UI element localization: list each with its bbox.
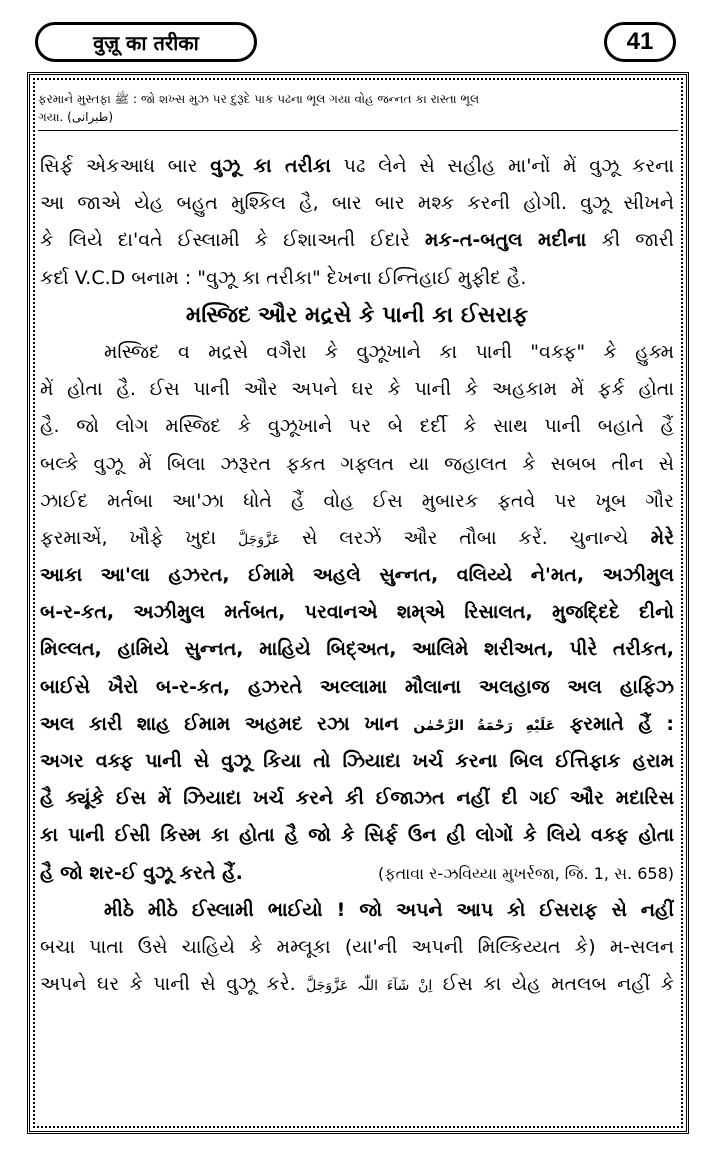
running-header-title: वुज़ू का तरीका	[35, 22, 257, 62]
hadith-notice	[38, 90, 678, 131]
citation: (ફતાવા ર-ઝવિય્યા મુખર્રજા, જિ. 1, સ. 658)	[377, 863, 674, 883]
text-line: કા પાની ઈસી કિસ્મ કા હોતા હૈ જો કે સિર્ફ ઉન હી લોગોં કે લિયે વક્ફ હોતા	[40, 824, 674, 847]
text-line: અગર વક્ફ પાની સે વુઝૂ કિયા તો ઝિયાદા ખર્ચ કરના બિલ ઈત્તિફાક હરામ	[40, 750, 674, 772]
text-line: હૈ જો શર-ઈ વુઝૂ કરતે હૈં. (ફતાવા ર-ઝવિય્યા મુખર્રજા, જિ. 1, સ. 658)	[40, 855, 674, 892]
text-line: અલ કારી શાહ ઈમામ અહમદ રઝા ખાન عَلَيْهِ رَحْمَةُ الرَّحْمٰن ફરમાતે હૈં :	[40, 712, 674, 735]
text-line: સિર્ફ એકઆધ બાર વુઝૂ કા તરીકા પઢ લેને સે સહીહ મા'નોં મેં વુઝૂ કરના	[40, 155, 674, 177]
text-line: ફરમાએં, ખૌફે ખુદા عَزَّوَجَلَّ સે લરઝેં ઔર તૌબા કરેં. ચુનાન્ચે મેરે	[40, 526, 674, 549]
text-line: બલ્કે વુઝૂ મેં બિલા ઝરૂરત ફકત ગફ્લત યા જહાલત કે સબબ તીન સે	[40, 452, 674, 475]
text-line: મેં હોતા હૈ. ઈસ પાની ઔર અપને ઘર કે પાની કે અહકામ મેં ફર્ક હોતા	[40, 378, 674, 401]
page-number: 41	[604, 22, 676, 62]
text-line: મસ્જિદ વ મદ્રસે વગૈરા કે વુઝૂખાને કા પાની "વક્ફ" કે હુક્મ	[104, 340, 674, 363]
text-line: હૈ. જો લોગ મસ્જિદ કે વુઝૂખાને પર બે દર્દી કે સાથ પાની બહાતે હૈં	[40, 415, 674, 438]
text-line: બાઈસે ખૈરો બ-ર-કત, હઝરતે અલ્લામા મૌલાના અલહાજ અલ હાફિઝ	[40, 675, 674, 698]
text-line: મિલ્લત, હામિયે સુન્નત, માહિયે બિદ્અત, આલિમે શરીઅત, પીરે તરીકત,	[40, 638, 674, 661]
section-heading: મસ્જિદ ઔર મદ્રસે કે પાની કા ઈસરાફ	[185, 302, 529, 328]
text-line: બચા પાતા ઉસે ચાહિયે કે મમ્લૂકા (યા'ની અપની મિલ્કિય્યત કે) મ-સલન	[40, 935, 674, 958]
text-line: આ જાએ યેહ બહુત મુશ્કિલ હૈ, બાર બાર મશ્ક કરની હોગી. વુઝૂ સીખને	[40, 192, 674, 215]
notice-line: ફરમાને મુસ્તફા ﷺ : જો શખ્સ મુઝ પર દુરૂદે પાક પઢના ભૂલ ગયા વોહ જન્નત કા રાસ્તા ભૂલ	[38, 92, 480, 106]
text-line: અપને ઘર કે પાની સે વુઝૂ કરે. اِنْ شَآءَ اللّٰہ عَزَّوَجَلَّ ઈસ કા યેહ મતલબ નહીં કે	[40, 973, 674, 996]
text-line: બ-ર-કત, અઝીમુલ મર્તબત, પરવાનએ શમ્એ રિસાલત, મુજદ્દિદે દીનો	[40, 601, 674, 624]
text-line: હૈ ક્યૂંકે ઈસ મેં ઝિયાદા ખર્ચ કરને કી ઈજાઝત નહીં દી ગઈ ઔર મદારિસ	[40, 787, 674, 810]
notice-line: ગયા. (طبرانی)	[38, 110, 113, 124]
body-text	[40, 148, 674, 1003]
text-line: આકા આ'લા હઝરત, ઈમામે અહલે સુન્નત, વલિય્યે ને'મત, અઝીમુલ	[40, 564, 674, 587]
text-line: મીઠે મીઠે ઈસ્લામી ભાઈયો ! જો અપને આપ કો ઈસરાફ સે નહીં	[104, 898, 674, 921]
text-line: ઝાઈદ મર્તબા આ'ઝા ધોતે હૈં વોહ ઈસ મુબારક ફતવે પર ખૂબ ગૌર	[40, 489, 674, 512]
text-line: કે લિયે દા'વતે ઈસ્લામી કે ઈશાઅતી ઈદારે મક-ત-બતુલ મદીના કી જારી	[40, 229, 674, 252]
text-line: કર્દા V.C.D બનામ : "વુઝૂ કા તરીકા" દેખના ઈન્તિહાઈ મુફીદ હૈ.	[40, 266, 527, 289]
